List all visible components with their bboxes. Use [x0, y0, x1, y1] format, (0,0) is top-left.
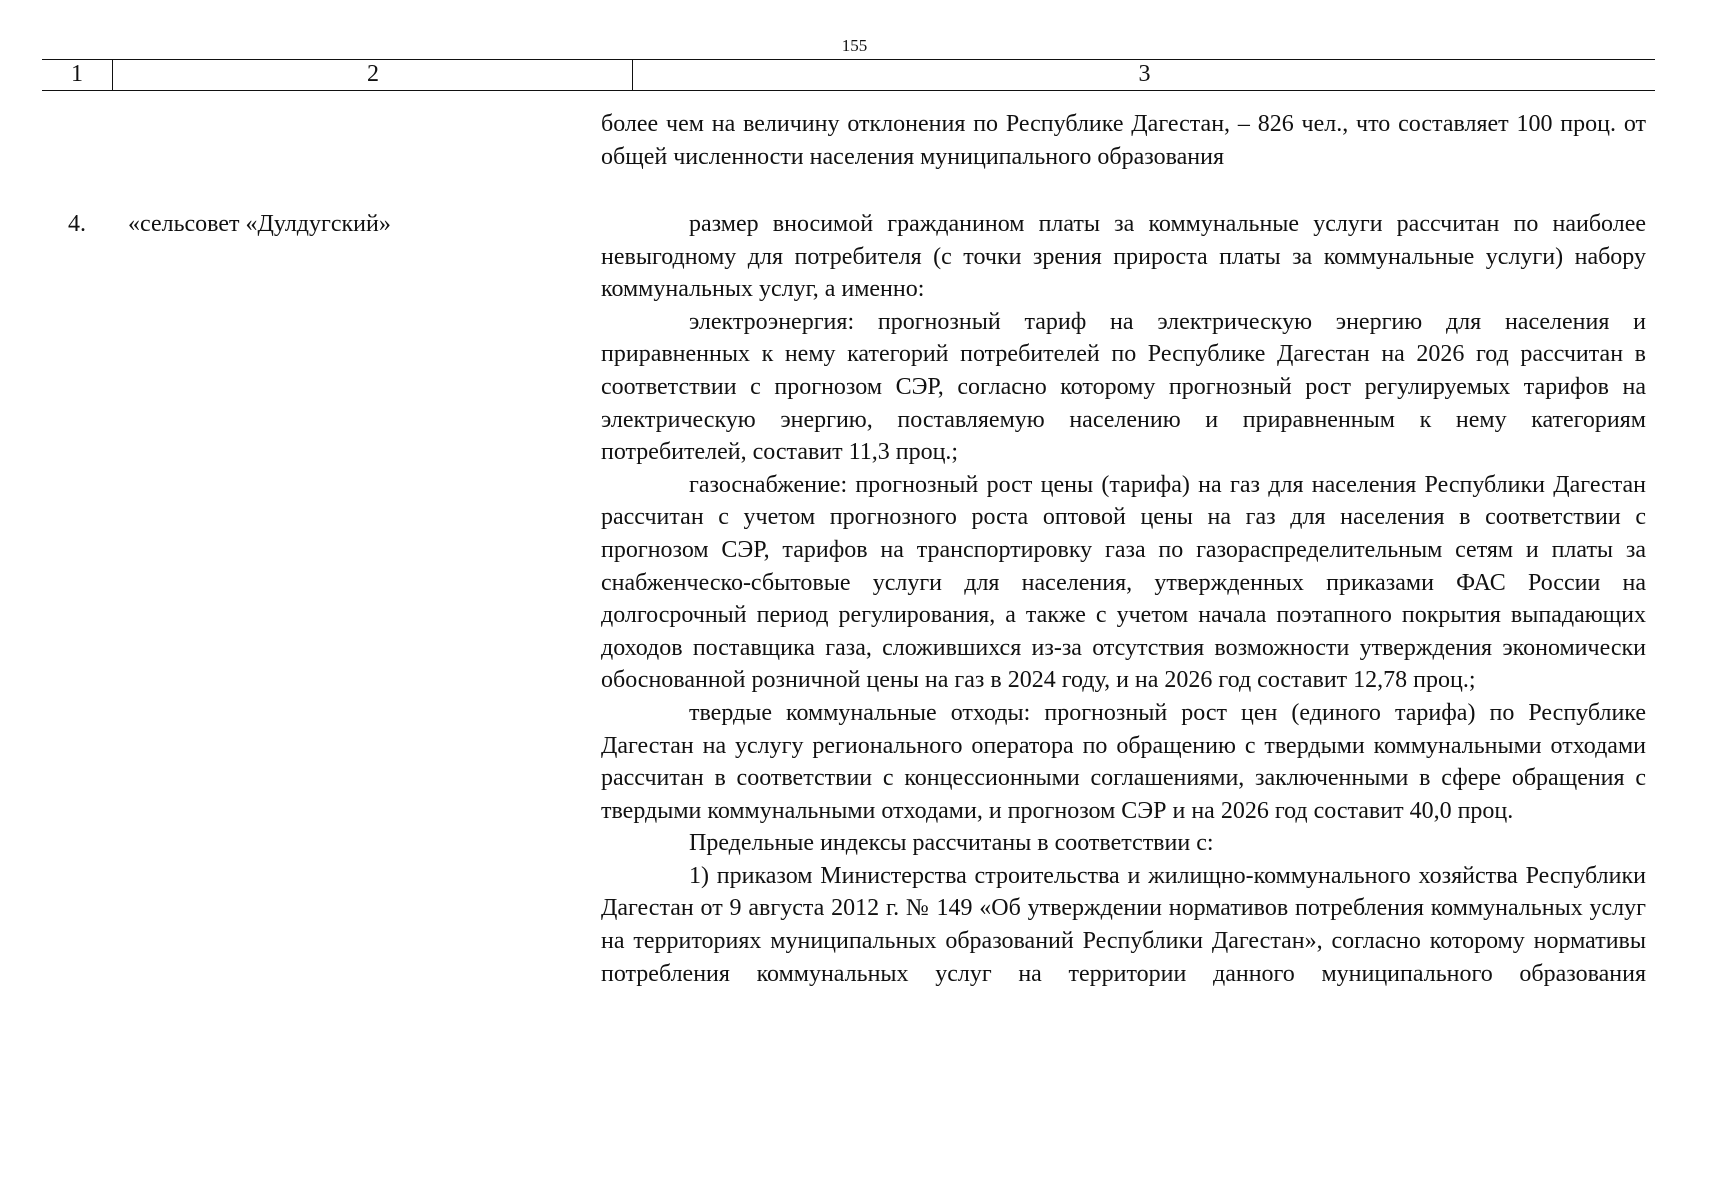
header-col-2: 2	[112, 60, 633, 90]
row-number: 4.	[68, 211, 86, 237]
paragraph-solid-waste: твердые коммунальные отходы: прогнозный рост цен (единого тарифа) по Республике Дагестан на услугу регионального оператора по обращению с твердыми коммунальными отходами рассчитан в соответствии с концессионными соглашениями, заключенными в сфере обращения с твердыми коммунальными отходами, и прогнозом СЭР и на 2026 год составит 40,0 проц.	[601, 699, 1646, 824]
table-header	[42, 59, 1655, 91]
paragraph-order-reference: 1) приказом Министерства строительства и жилищно-коммунального хозяйства Республики Дагестан от 9 августа 2012 г. № 149 «Об утверждении нормативов потребления коммунальных услуг на территориях муниципальных образований Республики Дагестан», согласно которому нормативы потребления коммунальных услуг на территории данного муниципального образования	[601, 862, 1646, 987]
paragraph-electricity: электроэнергия: прогнозный тариф на электрическую энергию для населения и приравненных к нему категорий потребителей по Республике Дагестан на 2026 год рассчитан в соответствии с прогнозом СЭР, согласно которому прогнозный рост регулируемых тарифов на электрическую энергию, поставляемую населению и приравненным к нему категориям потребителей, составит 11,3 проц.;	[601, 308, 1646, 466]
paragraph-indices-intro: Предельные индексы рассчитаны в соответствии с:	[689, 830, 1214, 857]
page-number: 155	[841, 36, 868, 55]
header-col-1: 1	[71, 61, 83, 87]
paragraph-gas: газоснабжение: прогнозный рост цены (тарифа) на газ для населения Республики Дагестан рассчитан с учетом прогнозного роста оптовой цены на газ для населения в соответствии с прогнозом СЭР, тарифов на транспортировку газа по газораспределительным сетям и платы за снабженческо-сбытовые услуги для населения, утвержденных приказами ФАС России на долгосрочный период регулирования, а также с учетом начала поэтапного покрытия выпадающих доходов поставщика газа, сложившихся из-за отсутствия возможности утверждения экономически обоснованной розничной цены на газ в 2024 году, и на 2026 год составит 12,78 проц.;	[601, 471, 1646, 694]
continuation-text: более чем на величину отклонения по Республике Дагестан, – 826 чел., что составляет 100 проц. от общей численности населения муниципального образования	[601, 111, 1646, 170]
row-municipality-name: «сельсовет «Дулдугский»	[128, 211, 391, 237]
continuation-block	[601, 108, 1646, 173]
header-col-3: 3	[632, 60, 1656, 90]
row-description	[601, 208, 1646, 990]
paragraph-tariff-basis: размер вносимой гражданином платы за коммунальные услуги рассчитан по наиболее невыгодному для потребителя (с точки зрения прироста платы за коммунальные услуги) набору коммунальных услуг, а именно:	[601, 211, 1646, 303]
